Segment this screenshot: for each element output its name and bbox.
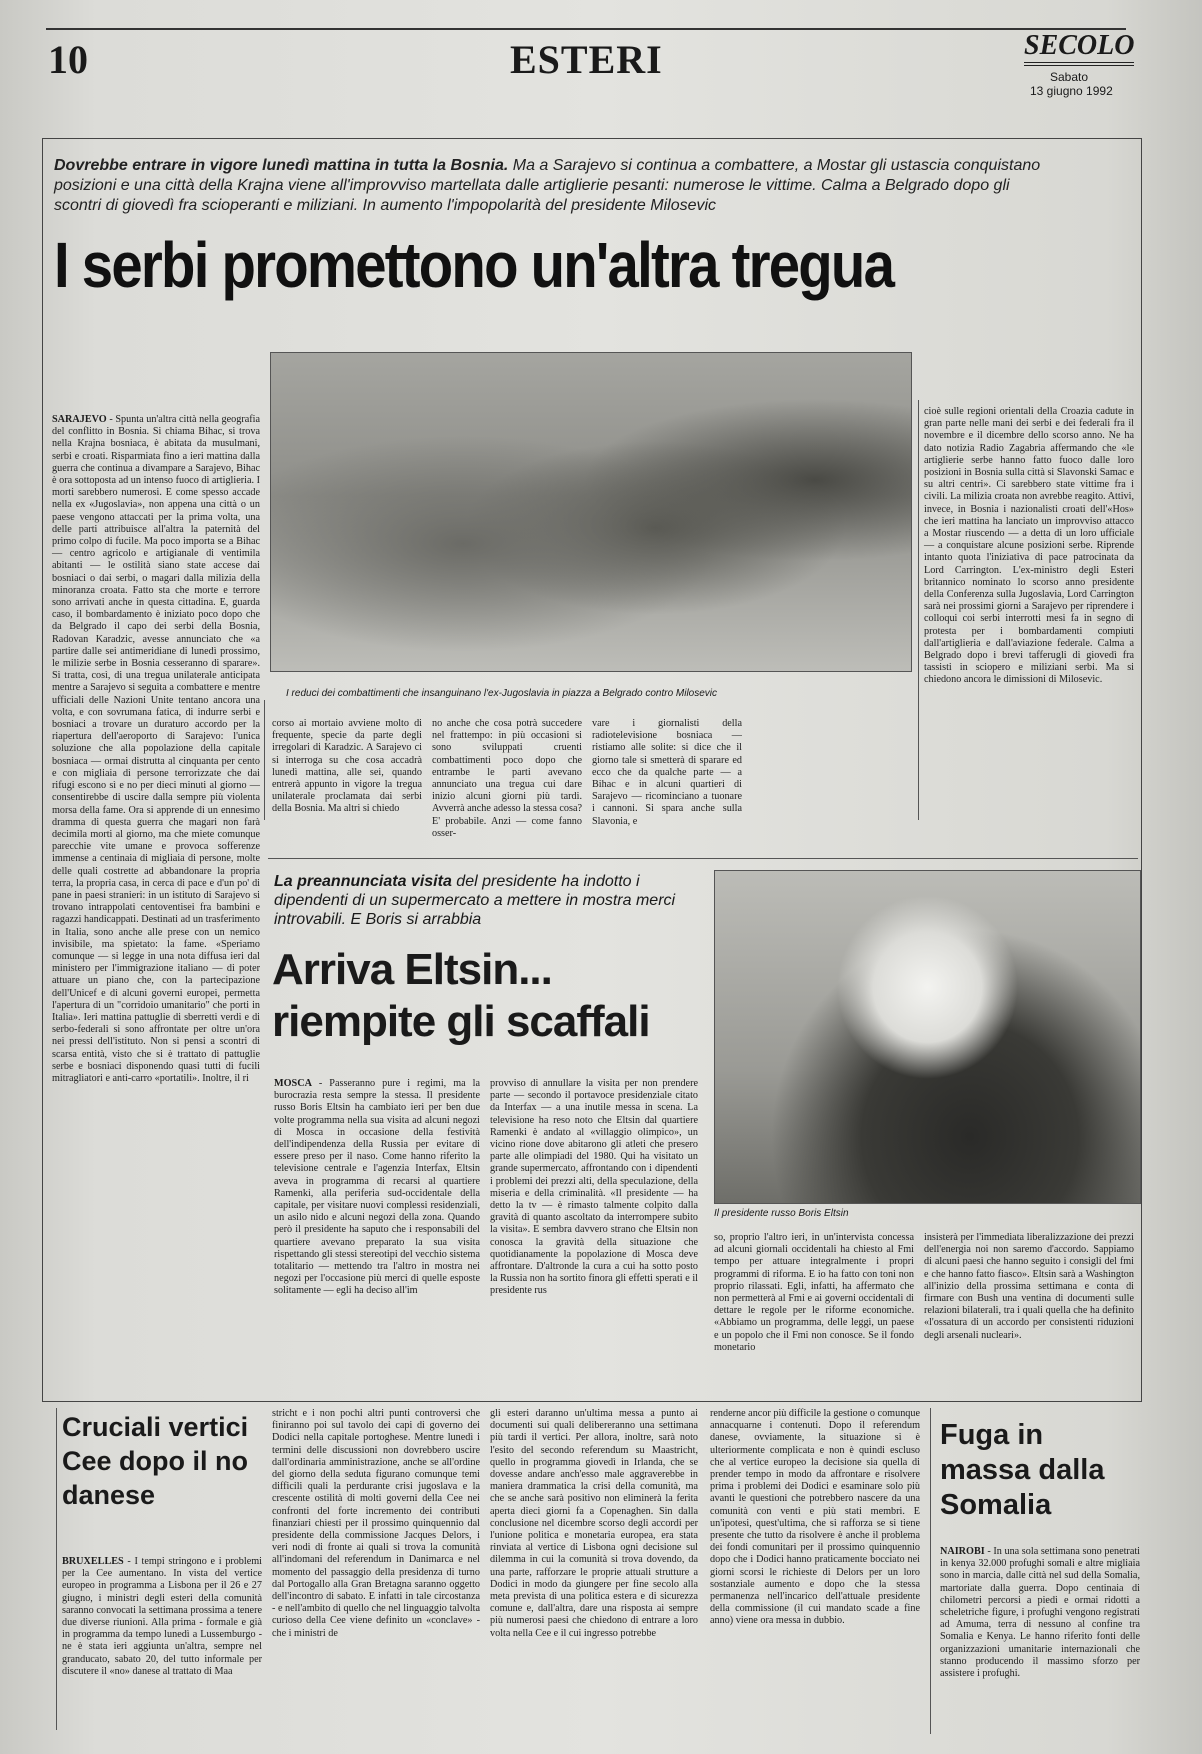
article2-kicker-bold: La preannunciata visita (274, 873, 452, 890)
article2-headline (272, 944, 712, 1048)
article3-col2-text: stricht e i non pochi altri punti controversi che finiranno poi sul tavolo dei capi di governo dei Dodici nella capitale portoghese. Mentre lunedì i termini delle discussioni non dovrebbero uscire dall'ordinaria amministrazione, anche se all'ordine del giorno della seduta figurano comunque temi difficili quali la perdurante crisi jugoslava e la crescente ostilità di molti governi della Cee nei confronti del forte incremento dei contributi finanziari chiesti per il prossimo quinquennio dal presidente della commissione Jacques Delors, i veri nodi di fronte ai quali si trova la comunità all'indomani del referendum in Danimarca e nel momento del passaggio della presidenza di turno dal Portogallo alla Gran Bretagna saranno oggetto dell'incontro di sabato. E infatti in tale circostanza - e nell'ambito di quello che nel linguaggio talvolta curioso della Cee viene definito un «conclave» - che i ministri de (272, 1408, 480, 1639)
top-rule (46, 28, 1126, 30)
article2-col3-text: so, proprio l'altro ieri, in un'intervista concessa ad alcuni giornali occidentali ha chiesto al Fmi tempo per attuare integralmente i propri programmi di riforma. E io ha fatto con toni non proprio rilassati. Egli, infatti, ha affermato che non permetterà al Fmi e ai governi occidentali di dettare le regole per le riforme economiche. «Abbiamo un programma, delle leggi, un paese e un popolo che il Fmi non conosce. Se il fondo monetario (714, 1232, 914, 1353)
article3-col4-text: renderne ancor più difficile la gestione o comunque annacquarne i contenuti. Dopo il referendum danese, ovviamente, la situazione si è ulteriormente complicata e non è quindi escluso che al vertice europeo la decisione sia quella di prender tempo in modo da affrontare e risolvere prima i problemi dei Dodici e esaminare solo più avanti le questioni che potrebbero nascere da una comunità con venti e più stati membri. E un'ipotesi, quest'ultima, che si rafforza se si tiene presente che tutto da risolvere è anche il problema dei fondi comunitari per il prossimo quinquennio dopo che i Dodici hanno praticamente bocciato nei giorni scorsi le richieste di Delors per un loro sostanziale aumento e dopo che la stessa permanenza nell'incarico dell'attuale presidente della commissione (il cui mandato scade a fine anno) viene ora messa in dubbio. (710, 1408, 920, 1627)
article1-col5-text: cioè sulle regioni orientali della Croazia cadute in gran parte nelle mani dei serbi e dei federali fra il novembre e il dicembre dello scorso anno. Ne ha dato notizia Radio Zagabria affermando che «le artiglierie serbe hanno fatto fuoco dalle loro posizioni in Bosnia sulla città si Slavonski Samac e su altri centri». Ci sarebbero state vittime fra i civili. La milizia croata non avrebbe reagito. Attivi, invece, in Bosnia i nazionalisti croati dell'«Hos» che ieri mattina ha lanciato un improvviso attacco a Mostar riuscendo — a detta di un loro ufficiale — a conquistare alcune posizioni serbe. Riprende intanto quota l'iniziativa di pace patrocinata da Lord Carrington. L'ex-ministro degli Esteri britannico nominato lo scorso anno presidente della Conferenza sulla Jugoslavia, Lord Carrington sarà nei prossimi giorni a Sarajevo per riprendere i colloqui coi serbi interrotti mesi fa in segno di protesta per i bombardamenti compiuti dall'artiglieria e dall'aviazione federale. Calma a Belgrado dopo i brevi tafferugli di giovedì fra tassisti in sciopero e miliziani serbi. Ma si chiedono ancora le dimissioni di Milosevic. (924, 406, 1134, 686)
article3-headline: Cruciali vertici Cee dopo il no danese (62, 1412, 249, 1510)
article2-kicker (274, 872, 694, 929)
article1-photo (270, 352, 912, 672)
column-rule (930, 1408, 931, 1734)
article1-column-4 (592, 718, 742, 827)
article1-col3-text: no anche che cosa potrà succedere nel frattempo: in più occasioni si sono sviluppati cruenti combattimenti poco dopo che entrambe le parti avevano annunciato una tregua cui dare inizio alcuni giorni più tardi. Avverrà anche adesso la stessa cosa? E' probabile. Anzi — come fanno osser- (432, 718, 583, 839)
article2-col2-text: provviso di annullare la visita per non prendere parte — secondo il portavoce presidenziale citato da Interfax — a una inutile messa in scena. La televisione ha reso noto che Eltsin dal quartiere Ramenki è andato al «villaggio olimpico», un vicino rione dove abitarono gli atleti che presero parte alle olimpiadi del 1980. Qui ha visitato un grande supermercato, affrontando con i dipendenti i problemi dei prezzi alti, della speculazione, della miseria e della criminalità. «Il presidente — ha detto la tv — è rimasto talmente colpito dalla gravità di quanto ascoltato da interrompere subito la visita». E sembra davvero strano che Eltsin non conosca la gravità della situazione che quotidianamente la popolazione di Mosca deve affrontare. D'altronde la cura a cui ha sotto posto la Russia non ha sortito finora gli effetti sperati e il presidente rus (490, 1078, 698, 1297)
article4-dateline: NAIROBI (940, 1546, 985, 1557)
column-rule (264, 700, 265, 820)
article2-column-4 (924, 1232, 1134, 1400)
article2-column-2 (490, 1078, 698, 1400)
article1-photo-caption: I reduci dei combattimenti che insanguinano l'ex-Jugoslavia in piazza a Belgrado contro Milosevic (286, 688, 718, 699)
article1-col1-text: - Spunta un'altra città nella geografia del conflitto in Bosnia. Si chiama Bihac, si trova nella Krajna bosniaca, è abitata da musulmani, serbi e croati. Risparmiata fino a ieri mattina dalla guerra che continua a divampare a Sarajevo, Bihac è ora sottoposta ad un intenso fuoco di artiglieria. I morti sarebbero numerosi. E come spesso accade nella ex «Jugoslavia», non appena una città o un paese vengono attaccati per la prima volta, una delle parti attribuisce all'altra la paternità del primo colpo di fucile. Ma poco importa se a Bihac — centro agricolo e artigianale di ventimila abitanti — le ostilità siano state accese dai bosniaci o dai serbi, o magari dalla milizia della minoranza croata. Fatto sta che morte e terrore sono arrivati anche in questa cittadina. E, guarda caso, il bombardamento è iniziato poco dopo che da Belgrado il capo dei serbi della Bosnia, Radovan Karadzic, avesse annunciato che «a partire dalle sei antimeridiane di lunedì prossimo, le milizie serbe in Bosnia cesseranno di sparare». Si tratta, così, di una tregua unilaterale anticipata mentre a Sarajevo si seguita a combattere e mentre ufficiali delle Nazioni Unite tentano ancora una volta, e con sovrumana fatica, di indurre serbi e bosniaci a trovare un duraturo accordo per la riapertura dell'aeroporto di Sarajevo: l'unica soluzione che alla popolazione della capitale bosniaca — ormai distrutta al cinquanta per cento e con migliaia di persone terrorizzate che dai rifugi escono sì e no per dieci minuti al giorno — consentirebbe di uscire dalla sempre più violenta morsa della fame. Ora si apprende di un ennesimo dramma di questa guerra che magari non farà decimila morti al giorno, ma che miete comunque parecchie vite umane e provoca sofferenze immense a centinaia di migliaia di persone, molte delle quali costrette ad abbandonare la propria terra, la propria casa, in cerca di pace e d'un po' di pane in paesi stranieri: in un istituto di Sarajevo si trovano intrappolati centoventisei fra bambini e ragazzi handicappati. Destinati ad un trasferimento in Italia, sono anche alle prese con un nemico invisibile, ma spietato: la fame. «Speriamo comunque — si legge in una nota diffusa ieri dal ministero per l'immigrazione italiano — di poter attuare un piano che, con la partecipazione dell'Unicef e di alcuni governi europei, permetta l'apertura di un "corridoio umanitario" che porti in Italia». Ieri mattina pattuglie di sberretti verdi e di serbo-federali si sono affrontate per oltre un'ora nei pressi dell'istituto. Non si pensi a scontri di scarsa entità, visto che si è trattato di pattuglie serbe e bosniaci disponendo quasi tutti di fucili mitragliatori e anti-carro «portatili». Inoltre, il ri (52, 414, 261, 1084)
article1-kicker-bold: Dovrebbe entrare in vigore lunedì mattina in tutta la Bosnia. (54, 157, 509, 174)
article3-column-4 (710, 1408, 920, 1734)
article2-dateline: MOSCA (274, 1078, 312, 1089)
article1-column-5 (924, 406, 1134, 820)
article3-col1-text: - I tempi stringono e i problemi per la Cee aumentano. In vista del vertice europeo in programma a Lisbona per il 26 e 27 giugno, i ministri degli esteri della comunità saranno convocati la settimana prossima a tenere due diverse riunioni. Alla prima - formale e già in programma da tempo lunedì a Lussemburgo - ne è stata ieri aggiunta un'altra, sempre nel granducato, sabato 20, del tutto informale per discutere il «no» danese al trattato di Maa (62, 1556, 262, 1677)
article2-photo-caption: Il presidente russo Boris Eltsin (714, 1208, 849, 1219)
article1-dateline: SARAJEVO (52, 414, 107, 425)
article1-col4-text: vare i giornalisti della radiotelevisione bosniaca — ristiamo alle solite: si dice che il giorno tale si smetterà di sparare ed ecco che da qualche parte — a Bihac e in alcuni quartieri di Sarajevo — ricominciano a tuonare i cannoni. Si spara anche sulla Slavonia, e (592, 718, 742, 827)
issue-day: Sabato (1050, 70, 1089, 84)
article4-body-text: - In una sola settimana sono penetrati in kenya 32.000 profughi somali e altre migliaia sono in marcia, dalle città nel sud della Somalia, martoriate dalla guerra. Dopo centinaia di chilometri percorsi a piedi e ormai ridotti a scheletriche figure, i profughi vengono registrati ad Amuma, terra di nessuno al confine tra Somalia e Kenya. Le hanno riferito fonti delle organizzazioni umanitarie internazionali che stanno producendo il massimo sforzo per assistere i profughi. (940, 1546, 1141, 1680)
article3-column-3 (490, 1408, 698, 1734)
article4-body (940, 1546, 1140, 1734)
article3-column-1 (62, 1556, 262, 1734)
article2-col1-text: - Passeranno pure i regimi, ma la burocrazia resta sempre la stessa. Il presidente russo Boris Eltsin ha cambiato ieri per ben due volte programma nella sua visita ad alcuni negozi di Mosca in occasione della festività dell'indipendenza della Russia per evitare di essere preso per il naso. Come hanno riferito la televisione centrale e l'agenzia Interfax, Eltsin aveva in programma di recarsi al quartiere Ramenki, alla periferia sud-occidentale della capitale, per visitare nuovi complessi residenziali, un asilo nido e alcuni negozi della zona. Quando però il presidente ha saputo che i responsabili del quartiere avevano preparato la sua visita rispettando gli stessi stereotipi del vecchio sistema totalitario — mettendo tra l'altro in mostra nei negozi per l'occasione più merci di quelle esposte solitamente — egli ha deciso all'im (274, 1078, 480, 1297)
article3-dateline: BRUXELLES (62, 1556, 124, 1567)
article4-headline: Fuga in massa dalla Somalia (940, 1419, 1105, 1521)
newspaper-logo: SECOLO (1024, 30, 1134, 66)
article1-column-3 (432, 718, 583, 839)
article1-kicker-rest: Ma a Sarajevo si continua a combattere, a Mostar gli ustascia conquistano posizioni e una città della Krajna viene all'improvviso martellata dalle artiglierie pesanti: numerose le vittime. Calma a Belgrado dopo gli scontri di giovedì fra scioperanti e miliziani. In aumento l'impopolarità del presidente Milosevic (54, 157, 1041, 214)
section-title: ESTERI (510, 37, 663, 82)
article2-photo (714, 870, 1141, 1204)
article1-column-1 (52, 414, 260, 1400)
article2-headline-line2: riempite gli scaffali (272, 997, 650, 1046)
article1-column-2 (272, 718, 422, 822)
article2-kicker-rest: del presidente ha indotto i dipendenti di un supermercato a mettere in mostra merci introvabili. E Boris si arrabbia (274, 873, 676, 928)
article3-col3-text: gli esteri daranno un'ultima messa a punto ai documenti sui quali delibereranno una settimana più tardi il vertici. Per allora, inoltre, sarà noto l'esito del secondo referendum su Maastricht, quello in programma giovedì in Irlanda, che se dovesse andare anch'esso male aggraverebbe in maniera drammatica la crisi della comunità, ma che se anche sarà positivo non eliminerà la ferita aperta dieci giorni fa a Copenaghen. Sin dalla conclusione nel dicembre scorso degli accordi per l'unione politica e monetaria europea, era stata rinviata al vertice di Lisbona ogni decisione sul dilemma in cui la comunità si trova dovendo, da una parte, rafforzare le proprie attuali strutture a Dodici in modo da giungere per fine secolo alla meta prevista di una politica estera e di sicurezza comune e, dall'altra, dare una risposta ai sempre più numerosi paesi che chiedono di entrare a loro volta nella Cee e il cui ingresso potrebbe (490, 1408, 698, 1639)
issue-date: 13 giugno 1992 (1030, 84, 1113, 98)
article1-col2-text: corso ai mortaio avviene molto di frequente, specie da parte degli irregolari di Karadzic. A Sarajevo ci si interroga su che cosa accadrà lunedì mattina, alle sei, quando entrerà appunto in vigore la tregua unilaterale proclamata dai serbi della Bosnia. Ma altri si chiedo (272, 718, 422, 815)
article2-column-1 (274, 1078, 480, 1400)
article3-column-2 (272, 1408, 480, 1734)
article1-kicker (54, 156, 1044, 216)
column-rule (918, 400, 919, 820)
article2-column-3 (714, 1232, 914, 1400)
column-rule (56, 1408, 57, 1730)
page-number: 10 (48, 37, 88, 82)
article1-headline: I serbi promettono un'altra tregua (54, 229, 894, 301)
section-rule (268, 858, 1138, 859)
article2-headline-line1: Arriva Eltsin... (272, 945, 552, 994)
article2-col4-text: insisterà per l'immediata liberalizzazione dei prezzi dell'energia noi non saremo d'accordo. Sappiamo di alcuni paesi che hanno seguito i consigli del fmi e che hanno fatto fiasco». Eltsin sarà a Washington all'inizio della prossima settimana e conta di firmare con Bush una ventina di documenti sulle relazioni bilaterali, tra i quali quella che ha definito «l'ossatura di un accordo per consistenti riduzioni degli arsenali nucleari». (924, 1232, 1134, 1341)
